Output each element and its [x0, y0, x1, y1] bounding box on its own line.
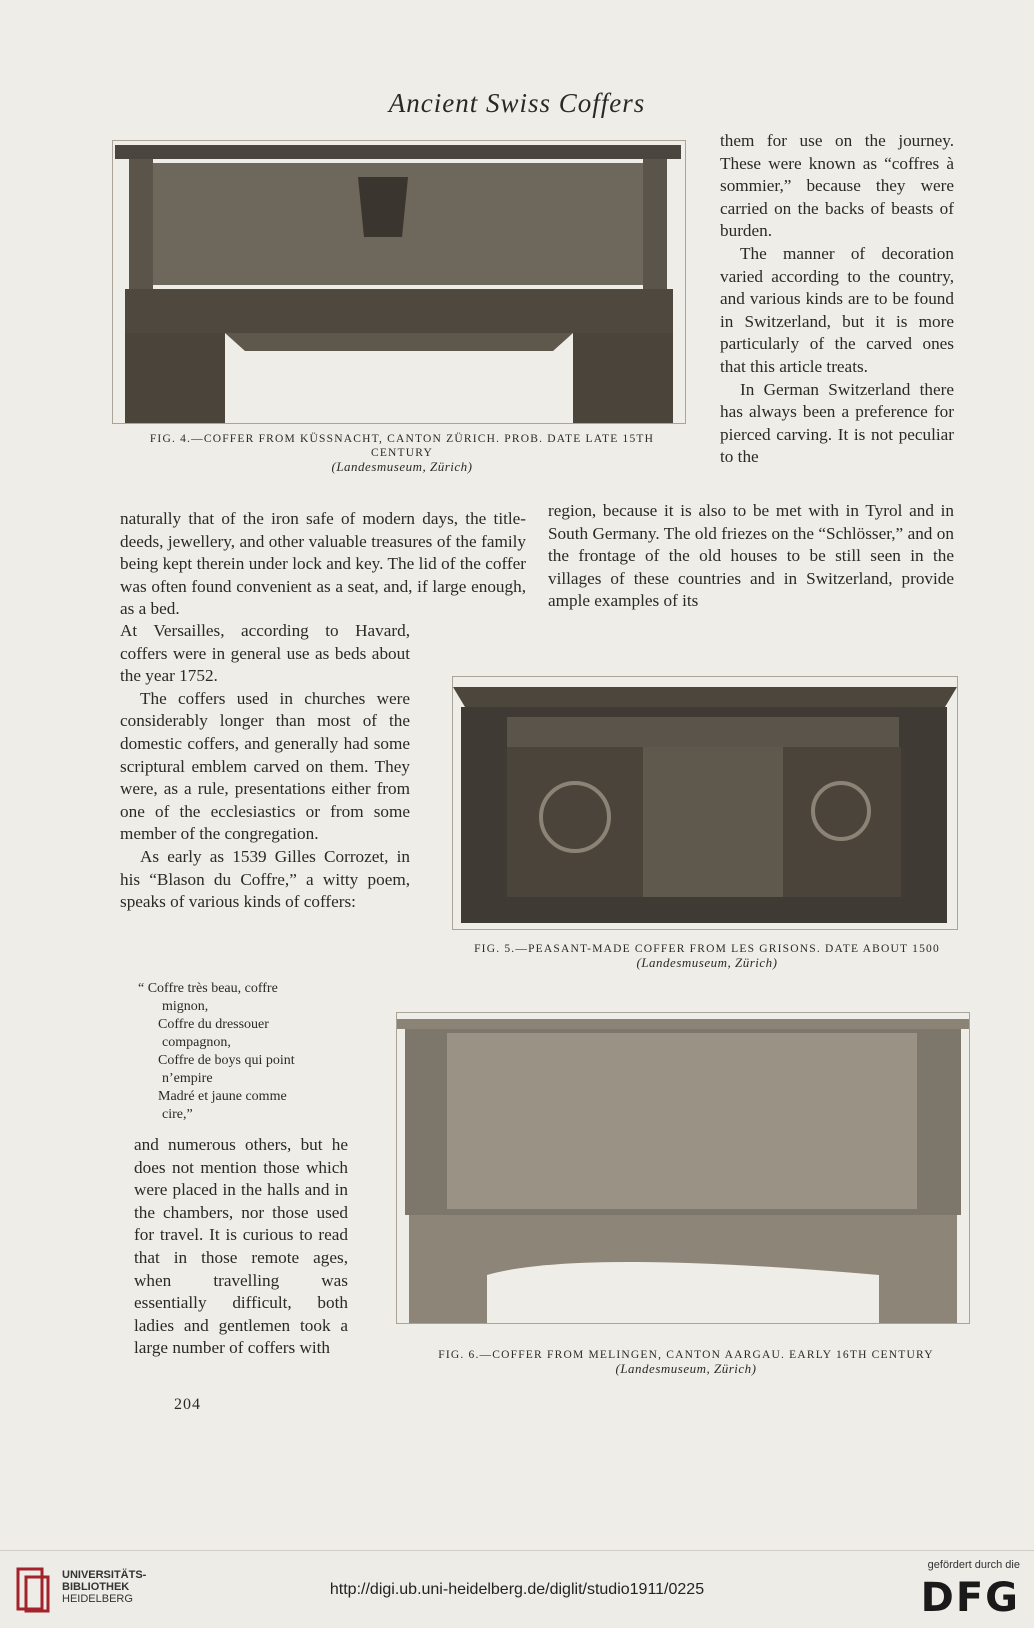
digitization-footer: [0, 1550, 1034, 1628]
poem-line: Madré et jaune comme: [158, 1089, 287, 1104]
paragraph: The coffers used in churches were considerably longer than most of the domestic coffers, and generally had some scriptural emblem carved on them. They were, as a rule, presentations either from one of the ecclesiastics or from some member of the congregation.: [120, 688, 410, 844]
left-column-wide-text: naturally that of the iron safe of modern days, the title-deeds, jewellery, and other valuable treasures of the family being kept therein under lock and key. The lid of the coffer was often found convenient as a seat, and, if large enough, as a bed.: [120, 509, 526, 619]
poem-line: Coffre de boys qui point: [158, 1053, 295, 1068]
library-name-line: UNIVERSITÄTS-: [62, 1569, 147, 1581]
poem-line: “ Coffre très beau, coffre: [138, 981, 278, 996]
poem-quote: [138, 980, 348, 1124]
paragraph: The manner of decoration varied according to the country, and various kinds are to be found in Switzerland, but it is more particularly of the carved ones that this article treats.: [720, 243, 954, 376]
figure-5-credit: (Landesmuseum, Zürich): [636, 955, 778, 970]
funded-by-label: gefördert durch die: [927, 1559, 1020, 1571]
library-name-line: BIBLIOTHEK: [62, 1581, 130, 1593]
figure-4-caption: [122, 432, 682, 474]
page-number: 204: [174, 1396, 201, 1413]
figure-6-caption: [396, 1348, 976, 1376]
right-column-wide-text: region, because it is also to be met with in Tyrol and in South Germany. The old friezes on the “Schlösser,” and on the frontage of the old houses to be still seen in the villages of these countries and in Switzerland, provide ample examples of its: [548, 501, 954, 611]
figure-5-caption-text: FIG. 5.—PEASANT-MADE COFFER FROM LES GRISONS. DATE ABOUT 1500: [474, 943, 940, 955]
figure-6-coffer-melingen: [396, 1012, 970, 1324]
paragraph: them for use on the journey. These were known as “coffres à sommier,” because they were carried on the backs of beasts of burden.: [720, 131, 954, 241]
poem-line: cire,”: [162, 1107, 193, 1122]
left-column-bottom: and numerous others, but he does not mention those which were placed in the halls and in the chambers, nor those used for travel. It is curious to read that in those remote ages, when travelling was essentially difficult, both ladies and gentlemen took a large number of coffers with: [134, 1135, 348, 1358]
figure-6-caption-text: FIG. 6.—COFFER FROM MELINGEN, CANTON AARGAU. EARLY 16TH CENTURY: [438, 1349, 934, 1361]
figure-4-caption-text: FIG. 4.—COFFER FROM KÜSSNACHT, CANTON ZÜRICH. PROB. DATE LATE 15TH CENTURY: [149, 433, 655, 459]
poem-line: Coffre du dressouer: [158, 1017, 269, 1032]
figure-6-credit: (Landesmuseum, Zürich): [615, 1361, 757, 1376]
poem-line: n’empire: [162, 1071, 213, 1086]
dfg-logo: DFG: [920, 1575, 1020, 1621]
permalink-url[interactable]: http://digi.ub.uni-heidelberg.de/diglit/studio1911/0225: [329, 1581, 705, 1598]
paragraph: As early as 1539 Gilles Corrozet, in his “Blason du Coffre,” a witty poem, speaks of various kinds of coffers:: [120, 846, 410, 912]
paragraph: In German Switzerland there has always been a preference for pierced carving. It is not peculiar to the: [720, 379, 954, 467]
poem-line: compagnon,: [162, 1035, 231, 1050]
figure-4-coffer-kussnacht: [112, 140, 686, 424]
right-column-top: [720, 130, 954, 469]
poem-line: mignon,: [162, 999, 209, 1014]
figure-5-coffer-grisons: [452, 676, 958, 930]
paragraph: At Versailles, according to Havard, coffers were in general use as beds about the year 1752.: [120, 621, 410, 686]
figure-5-caption: [452, 942, 962, 970]
left-column-middle: [120, 620, 410, 914]
library-name-line: HEIDELBERG: [62, 1593, 133, 1605]
figure-4-credit: (Landesmuseum, Zürich): [331, 459, 473, 474]
running-head: Ancient Swiss Coffers: [388, 88, 646, 118]
